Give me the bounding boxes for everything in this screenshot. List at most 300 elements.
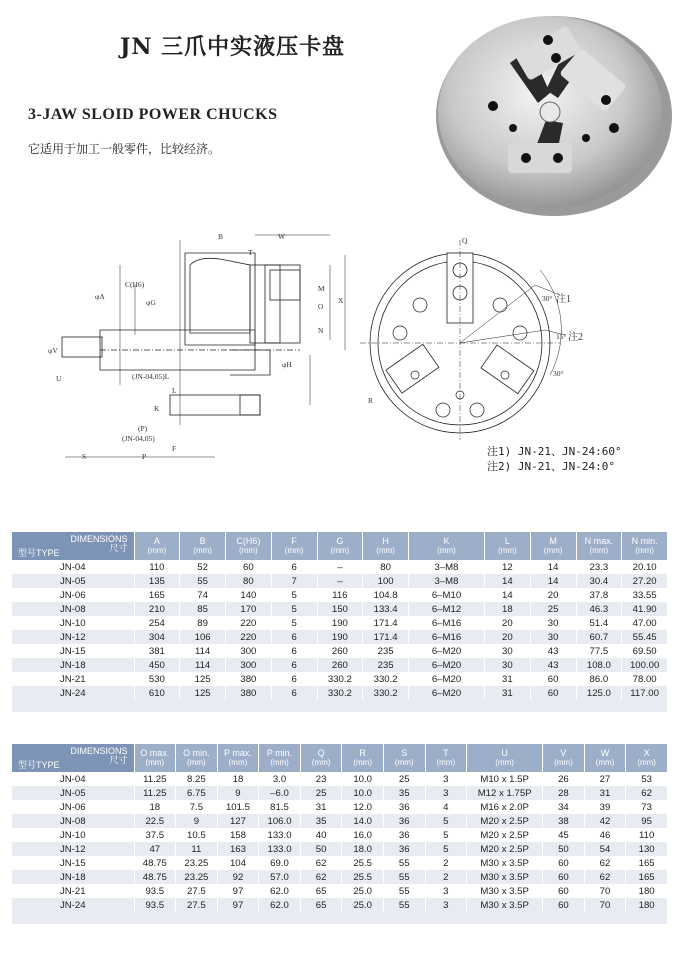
value-cell: 62.0 <box>259 898 301 912</box>
value-cell: 93.5 <box>134 898 176 912</box>
table-row <box>12 870 668 884</box>
dim-label: N <box>318 326 324 335</box>
value-cell: 55 <box>383 856 425 870</box>
model-cell: JN-12 <box>12 842 134 856</box>
value-cell: 30 <box>530 630 576 644</box>
value-cell: 18 <box>217 772 259 786</box>
dim-label: P <box>142 452 147 461</box>
value-cell: 25.0 <box>342 898 384 912</box>
table-row <box>12 800 668 814</box>
page-subtitle: 3-JAW SLOID POWER CHUCKS <box>28 106 278 123</box>
model-cell: JN-06 <box>12 588 134 602</box>
value-cell: 260 <box>317 644 363 658</box>
value-cell: 5 <box>425 814 467 828</box>
value-cell: 330.2 <box>363 672 409 686</box>
table-row <box>12 672 668 686</box>
value-cell: 55 <box>180 574 226 588</box>
dim-label: T <box>248 248 253 257</box>
value-cell: 610 <box>134 686 180 700</box>
value-cell: 27 <box>584 772 626 786</box>
dim-label: 30° <box>542 294 553 303</box>
value-cell: 150 <box>317 602 363 616</box>
value-cell: 25.5 <box>342 870 384 884</box>
value-cell: 11.25 <box>134 786 176 800</box>
value-cell: 8.25 <box>176 772 218 786</box>
model-cell: JN-12 <box>12 630 134 644</box>
dim-label: 15° <box>556 332 567 341</box>
value-cell: 6–M20 <box>409 658 485 672</box>
value-cell: 93.5 <box>134 884 176 898</box>
value-cell: 60 <box>543 898 585 912</box>
value-cell: 6 <box>271 630 317 644</box>
value-cell: 65 <box>300 898 342 912</box>
table-row <box>12 658 668 672</box>
table-row <box>12 786 668 800</box>
value-cell: 3.0 <box>259 772 301 786</box>
value-cell: 116 <box>317 588 363 602</box>
value-cell: 130 <box>626 842 668 856</box>
value-cell: 380 <box>226 686 272 700</box>
value-cell: 11 <box>176 842 218 856</box>
model-cell: JN-21 <box>12 884 134 898</box>
table-row <box>12 884 668 898</box>
value-cell: 450 <box>134 658 180 672</box>
model-cell: JN-06 <box>12 800 134 814</box>
value-cell: 18 <box>134 800 176 814</box>
value-cell: 104 <box>217 856 259 870</box>
value-cell: 100 <box>363 574 409 588</box>
value-cell: 85 <box>180 602 226 616</box>
value-cell: 220 <box>226 616 272 630</box>
value-cell: 6–M16 <box>409 616 485 630</box>
model-cell: JN-21 <box>12 672 134 686</box>
table-row <box>12 588 668 602</box>
model-cell: JN-18 <box>12 658 134 672</box>
model-cell: JN-15 <box>12 856 134 870</box>
value-cell: 9 <box>217 786 259 800</box>
value-cell: 27.5 <box>176 898 218 912</box>
value-cell: 165 <box>626 856 668 870</box>
model-cell: JN-08 <box>12 814 134 828</box>
value-cell: 78.00 <box>622 672 668 686</box>
column-header: W (mm) <box>584 744 626 772</box>
value-cell: 70 <box>584 898 626 912</box>
value-cell: 330.2 <box>317 672 363 686</box>
table-spacer-row <box>12 912 668 924</box>
value-cell: 95 <box>626 814 668 828</box>
value-cell: 97 <box>217 884 259 898</box>
value-cell: 18 <box>485 602 531 616</box>
value-cell: 5 <box>271 602 317 616</box>
table-row <box>12 560 668 574</box>
value-cell: 133.0 <box>259 842 301 856</box>
value-cell: 190 <box>317 616 363 630</box>
value-cell: 3–M8 <box>409 560 485 574</box>
dim-label: φV <box>48 346 58 355</box>
dim-label: K <box>154 404 160 413</box>
value-cell: 20 <box>530 588 576 602</box>
value-cell: 23.25 <box>176 870 218 884</box>
value-cell: 25.5 <box>342 856 384 870</box>
value-cell: 235 <box>363 658 409 672</box>
value-cell: 42 <box>584 814 626 828</box>
table-spacer-row <box>12 700 668 712</box>
value-cell: –6.0 <box>259 786 301 800</box>
value-cell: 69.0 <box>259 856 301 870</box>
value-cell: 210 <box>134 602 180 616</box>
value-cell: 47.00 <box>622 616 668 630</box>
value-cell: 6 <box>271 658 317 672</box>
value-cell: 30 <box>530 616 576 630</box>
value-cell: 106.0 <box>259 814 301 828</box>
dim-label: U <box>56 374 62 383</box>
value-cell: 6 <box>271 560 317 574</box>
value-cell: 31 <box>300 800 342 814</box>
value-cell: 53 <box>626 772 668 786</box>
dim-label: C(H6) <box>125 280 145 289</box>
value-cell: 114 <box>180 658 226 672</box>
value-cell: 22.5 <box>134 814 176 828</box>
value-cell: 62 <box>300 856 342 870</box>
value-cell: 6 <box>271 686 317 700</box>
value-cell: M20 x 2.5P <box>467 828 543 842</box>
value-cell: 3 <box>425 786 467 800</box>
value-cell: 45 <box>543 828 585 842</box>
model-cell: JN-15 <box>12 644 134 658</box>
table-row <box>12 828 668 842</box>
value-cell: 35 <box>383 786 425 800</box>
value-cell: 220 <box>226 630 272 644</box>
value-cell: 300 <box>226 644 272 658</box>
value-cell: 50 <box>300 842 342 856</box>
value-cell: 18.0 <box>342 842 384 856</box>
value-cell: 3–M8 <box>409 574 485 588</box>
dim-label: φH <box>282 360 292 369</box>
value-cell: 6–M16 <box>409 630 485 644</box>
table-row <box>12 842 668 856</box>
value-cell: M30 x 3.5P <box>467 870 543 884</box>
value-cell: 6–M20 <box>409 686 485 700</box>
model-cell: JN-18 <box>12 870 134 884</box>
value-cell: 52 <box>180 560 226 574</box>
value-cell: 110 <box>626 828 668 842</box>
value-cell: 163 <box>217 842 259 856</box>
table-row <box>12 616 668 630</box>
table-corner-header: DIMENSIONS 尺寸 型号TYPE <box>12 744 134 772</box>
value-cell: M30 x 3.5P <box>467 856 543 870</box>
value-cell: 165 <box>134 588 180 602</box>
value-cell: 26 <box>543 772 585 786</box>
value-cell: 46 <box>584 828 626 842</box>
value-cell: 180 <box>626 898 668 912</box>
value-cell: 46.3 <box>576 602 622 616</box>
value-cell: M16 x 2.0P <box>467 800 543 814</box>
value-cell: 65 <box>300 884 342 898</box>
value-cell: 235 <box>363 644 409 658</box>
value-cell: 117.00 <box>622 686 668 700</box>
model-cell: JN-04 <box>12 772 134 786</box>
dim-label: (JN-04,05) <box>122 434 155 443</box>
value-cell: 254 <box>134 616 180 630</box>
value-cell: 25 <box>383 772 425 786</box>
table-corner-header: DIMENSIONS 尺寸 型号TYPE <box>12 532 134 560</box>
value-cell: 57.0 <box>259 870 301 884</box>
value-cell: 33.55 <box>622 588 668 602</box>
value-cell: 20.10 <box>622 560 668 574</box>
column-header: O min. (mm) <box>176 744 218 772</box>
value-cell: 133.0 <box>259 828 301 842</box>
value-cell: 330.2 <box>363 686 409 700</box>
value-cell: 14 <box>485 588 531 602</box>
column-header: M (mm) <box>530 532 576 560</box>
table-row <box>12 574 668 588</box>
side-view-drawing <box>40 225 370 465</box>
value-cell: 23 <box>300 772 342 786</box>
value-cell: 14 <box>530 560 576 574</box>
column-header: H (mm) <box>363 532 409 560</box>
model-cell: JN-24 <box>12 686 134 700</box>
note-1: 注1) JN-21、JN-24:60° <box>487 445 622 458</box>
value-cell: M10 x 1.5P <box>467 772 543 786</box>
table-row <box>12 898 668 912</box>
value-cell: 60 <box>530 686 576 700</box>
value-cell: 27.5 <box>176 884 218 898</box>
column-header: N min. (mm) <box>622 532 668 560</box>
value-cell: 77.5 <box>576 644 622 658</box>
dim-label: (P) <box>138 424 148 433</box>
column-header: L (mm) <box>485 532 531 560</box>
value-cell: 10.5 <box>176 828 218 842</box>
dim-label: φA <box>95 292 105 301</box>
value-cell: 48.75 <box>134 856 176 870</box>
value-cell: 304 <box>134 630 180 644</box>
value-cell: 28 <box>543 786 585 800</box>
value-cell: 140 <box>226 588 272 602</box>
dim-label: R <box>368 396 374 405</box>
value-cell: 30 <box>485 658 531 672</box>
value-cell: 89 <box>180 616 226 630</box>
value-cell: 135 <box>134 574 180 588</box>
dimensions-table-2 <box>12 744 668 924</box>
dim-label: 30° <box>553 369 564 378</box>
value-cell: 7 <box>271 574 317 588</box>
value-cell: 300 <box>226 658 272 672</box>
dim-label: X <box>338 296 344 305</box>
value-cell: 92 <box>217 870 259 884</box>
value-cell: 165 <box>626 870 668 884</box>
value-cell: 4 <box>425 800 467 814</box>
value-cell: 11.25 <box>134 772 176 786</box>
model-cell: JN-24 <box>12 898 134 912</box>
value-cell: 37.5 <box>134 828 176 842</box>
value-cell: 5 <box>271 588 317 602</box>
dim-label: (JN-04,05)L <box>132 372 170 381</box>
value-cell: 60 <box>543 870 585 884</box>
value-cell: 14 <box>485 574 531 588</box>
value-cell: 190 <box>317 630 363 644</box>
dim-label: Q <box>462 236 468 245</box>
value-cell: 27.20 <box>622 574 668 588</box>
dim-label: M <box>318 284 325 293</box>
table-header-row <box>12 532 668 560</box>
value-cell: 62.0 <box>259 884 301 898</box>
value-cell: 35 <box>300 814 342 828</box>
value-cell: 60 <box>543 856 585 870</box>
front-view-drawing <box>355 225 675 470</box>
value-cell: 36 <box>383 814 425 828</box>
value-cell: 380 <box>226 672 272 686</box>
column-header: R (mm) <box>342 744 384 772</box>
value-cell: 40 <box>300 828 342 842</box>
value-cell: 6–M20 <box>409 672 485 686</box>
column-header: F (mm) <box>271 532 317 560</box>
value-cell: 60 <box>530 672 576 686</box>
value-cell: 36 <box>383 828 425 842</box>
value-cell: 51.4 <box>576 616 622 630</box>
table-row <box>12 772 668 786</box>
value-cell: 171.4 <box>363 630 409 644</box>
value-cell: 20 <box>485 616 531 630</box>
value-cell: – <box>317 574 363 588</box>
value-cell: – <box>317 560 363 574</box>
value-cell: 25 <box>530 602 576 616</box>
dim-label: F <box>172 444 177 453</box>
value-cell: 530 <box>134 672 180 686</box>
value-cell: 31 <box>485 672 531 686</box>
column-header: V (mm) <box>543 744 585 772</box>
value-cell: 41.90 <box>622 602 668 616</box>
value-cell: 125.0 <box>576 686 622 700</box>
value-cell: 62 <box>584 856 626 870</box>
value-cell: 127 <box>217 814 259 828</box>
model-cell: JN-10 <box>12 828 134 842</box>
page-title: JN 三爪中实液压卡盘 <box>120 34 346 60</box>
value-cell: 3 <box>425 898 467 912</box>
column-header: K (mm) <box>409 532 485 560</box>
value-cell: 171.4 <box>363 616 409 630</box>
column-header: N max. (mm) <box>576 532 622 560</box>
value-cell: 23.3 <box>576 560 622 574</box>
value-cell: 5 <box>425 842 467 856</box>
column-header: T (mm) <box>425 744 467 772</box>
model-cell: JN-08 <box>12 602 134 616</box>
value-cell: 31 <box>584 786 626 800</box>
value-cell: 6–M10 <box>409 588 485 602</box>
value-cell: 62 <box>626 786 668 800</box>
value-cell: 74 <box>180 588 226 602</box>
dimensions-table-1 <box>12 532 668 712</box>
value-cell: 62 <box>584 870 626 884</box>
value-cell: 60.7 <box>576 630 622 644</box>
value-cell: M20 x 2.5P <box>467 842 543 856</box>
dim-label: 注2 <box>568 332 583 343</box>
table-row <box>12 814 668 828</box>
note-2: 注2) JN-21、JN-24:0° <box>487 460 615 473</box>
column-header: Q (mm) <box>300 744 342 772</box>
value-cell: 31 <box>485 686 531 700</box>
value-cell: 20 <box>485 630 531 644</box>
value-cell: M12 x 1.75P <box>467 786 543 800</box>
value-cell: 30 <box>485 644 531 658</box>
dim-label: φG <box>146 298 156 307</box>
value-cell: 55 <box>383 870 425 884</box>
value-cell: 30.4 <box>576 574 622 588</box>
value-cell: 100.00 <box>622 658 668 672</box>
value-cell: 48.75 <box>134 870 176 884</box>
dim-label: B <box>218 232 224 241</box>
product-description: 它适用于加工一般零件，比较经济。 <box>28 142 221 156</box>
model-cell: JN-05 <box>12 786 134 800</box>
value-cell: 180 <box>626 884 668 898</box>
value-cell: 114 <box>180 644 226 658</box>
value-cell: 47 <box>134 842 176 856</box>
model-cell: JN-04 <box>12 560 134 574</box>
value-cell: 133.4 <box>363 602 409 616</box>
value-cell: 110 <box>134 560 180 574</box>
value-cell: M30 x 3.5P <box>467 884 543 898</box>
value-cell: 9 <box>176 814 218 828</box>
value-cell: 23.25 <box>176 856 218 870</box>
dim-label: W <box>278 232 286 241</box>
value-cell: 70 <box>584 884 626 898</box>
table-row <box>12 856 668 870</box>
value-cell: 36 <box>383 800 425 814</box>
value-cell: 158 <box>217 828 259 842</box>
value-cell: 6 <box>271 672 317 686</box>
dim-label: S <box>82 452 87 461</box>
column-header: O max. (mm) <box>134 744 176 772</box>
value-cell: 12 <box>485 560 531 574</box>
value-cell: 80 <box>363 560 409 574</box>
dim-label: O <box>318 302 324 311</box>
value-cell: 106 <box>180 630 226 644</box>
value-cell: 10.0 <box>342 772 384 786</box>
value-cell: 43 <box>530 658 576 672</box>
value-cell: 125 <box>180 686 226 700</box>
value-cell: 7.5 <box>176 800 218 814</box>
value-cell: 36 <box>383 842 425 856</box>
value-cell: 3 <box>425 884 467 898</box>
value-cell: 55 <box>383 884 425 898</box>
value-cell: 37.8 <box>576 588 622 602</box>
value-cell: 16.0 <box>342 828 384 842</box>
value-cell: 55 <box>383 898 425 912</box>
value-cell: 62 <box>300 870 342 884</box>
value-cell: 25 <box>300 786 342 800</box>
value-cell: 86.0 <box>576 672 622 686</box>
value-cell: 12.0 <box>342 800 384 814</box>
value-cell: 10.0 <box>342 786 384 800</box>
value-cell: 60 <box>543 884 585 898</box>
value-cell: 69.50 <box>622 644 668 658</box>
column-header: C(H6) (mm) <box>226 532 272 560</box>
table-row <box>12 602 668 616</box>
column-header: P min. (mm) <box>259 744 301 772</box>
value-cell: 55.45 <box>622 630 668 644</box>
value-cell: 25.0 <box>342 884 384 898</box>
column-header: B (mm) <box>180 532 226 560</box>
value-cell: 60 <box>226 560 272 574</box>
value-cell: 97 <box>217 898 259 912</box>
value-cell: 125 <box>180 672 226 686</box>
value-cell: 170 <box>226 602 272 616</box>
value-cell: 2 <box>425 870 467 884</box>
column-header: X (mm) <box>626 744 668 772</box>
value-cell: 73 <box>626 800 668 814</box>
value-cell: 330.2 <box>317 686 363 700</box>
value-cell: 6–M20 <box>409 644 485 658</box>
column-header: P max. (mm) <box>217 744 259 772</box>
